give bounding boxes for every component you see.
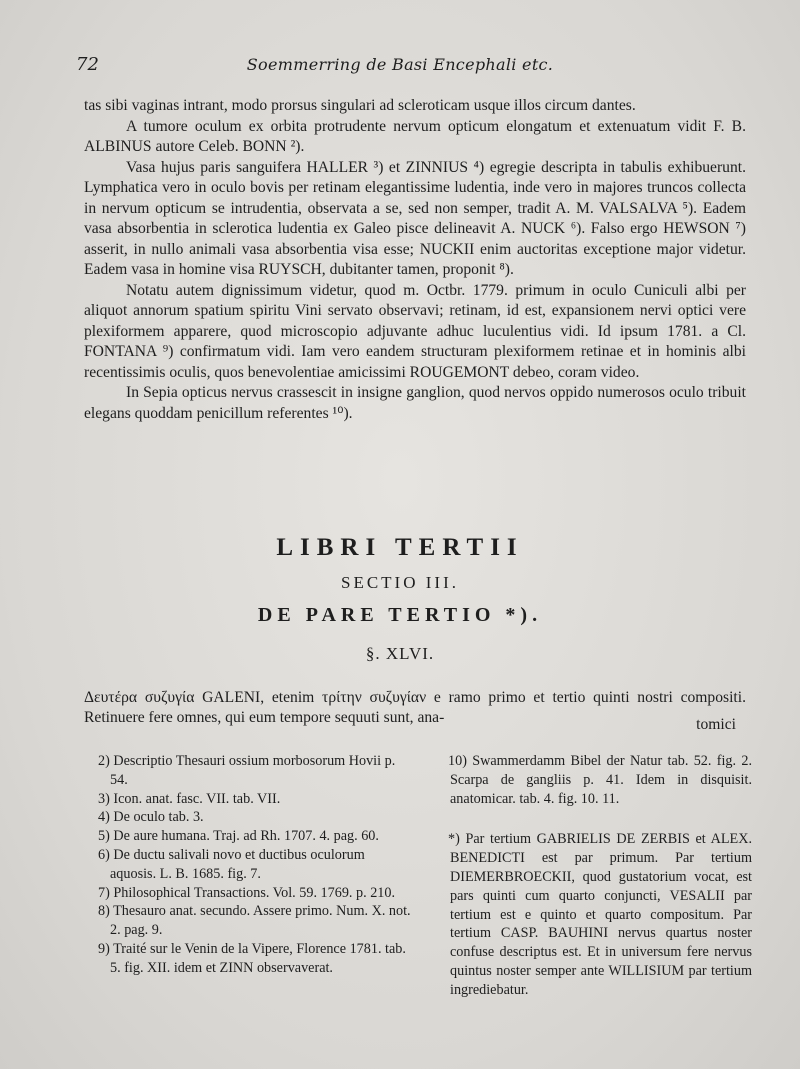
paragraph: Notatu autem dignissimum videtur, quod m. Octbr. 1779. primum in oculo Cuniculi albi per aliquot annorum spatium spiritu Vini servato observavi; retinam, id est, expansionem nervi optici vere plexiformem apparere, quod microscopio adjuvante adhuc luculentius vidi. Id ipsum 1781. a Cl. FONTANA ⁹) confirmatum vidi. Iam vero eandem structuram plexiformem retinae et in hominis albi recentissimis oculis, quos benevolentiae amicissimi ROUGEMONT debeo, coram video. bbox=[84, 281, 746, 381]
paragraph-mark: §. XLVI. bbox=[365, 644, 435, 663]
footnote: 5) De aure humana. Traj. ad Rh. 1707. 4. pag. 60. bbox=[98, 828, 379, 845]
section-text bbox=[84, 672, 746, 744]
footnote: 2) Descriptio Thesauri ossium morbosorum Hovii p. 54. bbox=[98, 753, 396, 788]
footnote: 4) De oculo tab. 3. bbox=[98, 809, 204, 826]
footnote: 3) Icon. anat. fasc. VII. tab. VII. bbox=[98, 790, 281, 807]
paragraph: A tumore oculum ex orbita protrudente nervum opticum elongatum et extenuatum vidit F. B. ALBINUS autore Celeb. BONN ²). bbox=[84, 117, 746, 155]
running-title: Soemmerring de Basi Encephali etc. bbox=[246, 55, 554, 74]
paragraph: In Sepia opticus nervus crassescit in insigne ganglion, quod nervos oppido numerosos oculo tribuit elegans quoddam penicillum referentes ¹⁰). bbox=[84, 384, 746, 422]
paragraph: tas sibi vaginas intrant, modo prorsus singulari ad scleroticam usque illos circum dantes. bbox=[84, 97, 636, 114]
footnotes-right-column bbox=[434, 752, 752, 1000]
footnote-spacer bbox=[434, 808, 752, 830]
paragraph: Δευτέρα συζυγία GALENI, etenim τρίτην συζυγίαν e ramo primo et tertio quinti nostri compositi. Retinuere fere omnes, qui eum tempore sequuti sunt, ana- bbox=[84, 688, 746, 727]
section-heading: SECTIO III. bbox=[341, 573, 459, 592]
footnote: *) Par tertium GABRIELIS DE ZERBIS et ALEX. BENEDICTI est par primum. Par tertium DIEMERBROECKII, quod gustatorium vocat, est pars quinti cum quarto conjuncti, VESALII par tertium est e quinto et quarto compositum. Par tertium CASP. BAUHINI nervus quartus noster confuse descriptus est. Et in universum fere nervus quintus noster semper ante WILLISIUM par tertium ingrediebatur. bbox=[448, 831, 752, 998]
running-header bbox=[0, 54, 800, 80]
book-heading: LIBRI TERTII bbox=[276, 534, 524, 561]
paragraph: Vasa hujus paris sanguifera HALLER ³) et ZINNIUS ⁴) egregie descripta in tabulis exhibuerunt. Lymphatica vero in oculo bovis per retinam elegantissime ludentia, inde vero in majores truncos collecta in nervum opticum se intrudentia, observata a se, sed non semper, tradit A. M. VALSALVA ⁵). Eadem vasa absorbentia in sclerotica ludentia ex Galeo pisce delineavit A. NUCK ⁶). Falso ergo HEWSON ⁷) asserit, in nullo animali vasa absorbentia visa esse; NUCKII enim auctoritas exceptione major videtur. Eadem vasa in homine visa RUYSCH, dubitanter tamen, proponit ⁸). bbox=[84, 158, 746, 278]
page-number: 72 bbox=[76, 54, 99, 75]
main-text bbox=[84, 96, 746, 424]
footnote: 6) De ductu salivali novo et ductibus oculorum aquosis. L. B. 1685. fig. 7. bbox=[98, 846, 365, 882]
footnote: 8) Thesauro anat. secundo. Assere primo. Num. X. not. 2. pag. 9. bbox=[98, 903, 411, 939]
chapter-heading: DE PARE TERTIO *). bbox=[257, 604, 543, 626]
catchword: tomici bbox=[696, 716, 736, 733]
footnote: 7) Philosophical Transactions. Vol. 59. 1769. p. 210. bbox=[98, 884, 396, 901]
footnote: 10) Swammerdamm Bibel der Natur tab. 52. fig. 2. Scarpa de gangliis p. 41. Idem in disquisit. anatomicar. tab. 4. fig. 10. 11. bbox=[448, 753, 752, 807]
footnote: 9) Traité sur le Venin de la Vipere, Florence 1781. tab. 5. fig. XII. idem et ZINN observaverat. bbox=[98, 940, 406, 976]
footnotes-left-column bbox=[84, 752, 414, 978]
